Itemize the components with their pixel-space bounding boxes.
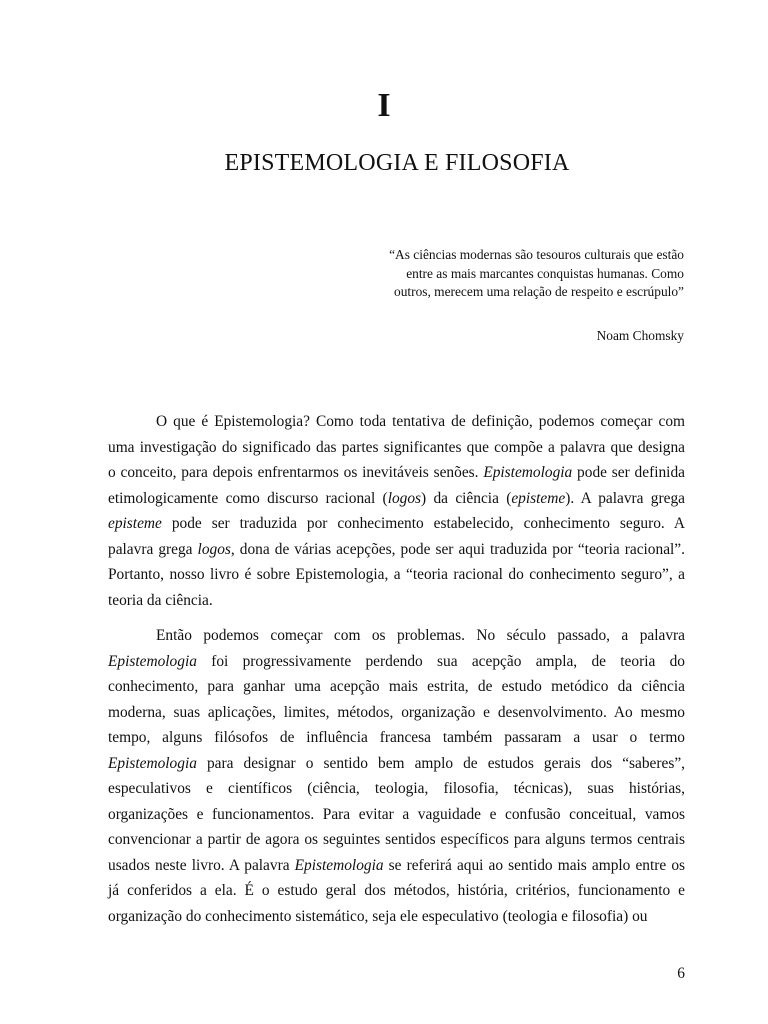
text-segment: etimologicamente como discurso racional (: [108, 489, 388, 507]
italic-term: Epistemologia: [483, 464, 573, 481]
text-segment: especulativos e científicos (ciência, teologia, filosofia, técnicas), suas histórias,: [108, 780, 685, 797]
text-line: [108, 904, 685, 930]
text-segment: foi progressivamente perdendo sua acepção ampla, de teoria do: [196, 652, 685, 670]
text-segment: convencionar a partir de agora os seguintes sentidos específicos para alguns termos centrais: [108, 831, 685, 848]
epigraph-quote: [340, 246, 684, 302]
text-line: [108, 725, 685, 751]
text-line: [108, 776, 685, 802]
text-segment: usados neste livro. A palavra: [108, 856, 295, 874]
text-line: [108, 853, 685, 879]
text-segment: pode ser definida: [572, 464, 685, 481]
italic-term: episteme: [511, 489, 566, 507]
epigraph-author: Noam Chomsky: [596, 328, 684, 343]
text-segment: tempo, alguns filósofos de influência francesa também passaram a usar o termo: [108, 729, 685, 746]
text-segment: para designar o sentido bem amplo de estudos gerais dos “saberes”,: [196, 754, 685, 772]
text-segment: Então podemos começar com os problemas. No século passado, a palavra: [156, 627, 685, 644]
text-line: [108, 435, 685, 461]
text-segment: conhecimento, para ganhar uma acepção mais estrita, de estudo metódico da ciência: [108, 678, 685, 695]
text-segment: já conferidos a ela. É o estudo geral dos métodos, história, critérios, funcionamento e: [108, 882, 685, 899]
text-segment: palavra grega: [108, 540, 198, 558]
chapter-number: I: [377, 87, 391, 124]
text-line: [108, 751, 685, 777]
text-segment: O que é Epistemologia? Como toda tentativa de definição, podemos começar com: [156, 413, 685, 430]
text-line: [108, 802, 685, 828]
text-line: [108, 562, 685, 588]
chapter-title: EPISTEMOLOGIA E FILOSOFIA: [224, 150, 570, 176]
text-segment: ) da ciência (: [421, 489, 512, 507]
text-segment: moderna, suas aplicações, limites, métodos, organização e desenvolvimento. Ao mesmo: [108, 703, 685, 721]
text-line: [108, 537, 685, 563]
text-line: [108, 460, 685, 486]
text-line: [108, 588, 685, 614]
text-line: [108, 409, 685, 435]
italic-term: Epistemologia: [108, 754, 197, 772]
text-line: [108, 827, 685, 853]
text-line: [108, 649, 685, 675]
text-segment: organização do conhecimento sistemático, seja ele especulativo (teologia e filosofia) ou: [108, 907, 648, 925]
text-line: [108, 486, 685, 512]
text-segment: ). A palavra grega: [565, 489, 685, 507]
epigraph-line: “As ciências modernas são tesouros culturais que estão: [389, 247, 684, 262]
text-segment: se referirá aqui ao sentido mais amplo entre os: [383, 856, 686, 874]
text-line: [108, 511, 685, 537]
text-line: [108, 700, 685, 726]
page-number: 6: [677, 965, 685, 982]
text-segment: teoria da ciência.: [108, 591, 213, 609]
text-line: [108, 878, 685, 904]
epigraph-line: entre as mais marcantes conquistas humanas. Como: [406, 265, 684, 281]
text-line: [108, 623, 685, 649]
body-text: [108, 409, 685, 929]
italic-term: Epistemologia: [108, 652, 197, 670]
paragraph: [108, 409, 685, 613]
text-segment: organizações e funcionamentos. Para evitar a vaguidade e confusão conceitual, vamos: [108, 805, 685, 823]
text-line: [108, 674, 685, 700]
italic-term: logos: [197, 540, 231, 558]
text-segment: Portanto, nosso livro é sobre Epistemologia, a “teoria racional do conhecimento seguro”, a: [108, 566, 685, 583]
text-segment: o conceito, para depois enfrentarmos os inevitáveis senões.: [108, 464, 484, 481]
italic-term: episteme: [108, 515, 162, 532]
text-segment: uma investigação do significado das partes significantes que compõe a palavra que designa: [108, 438, 685, 456]
paragraph: [108, 623, 685, 929]
epigraph-line: outros, merecem uma relação de respeito e escrúpulo”: [394, 284, 684, 299]
italic-term: logos: [387, 489, 422, 507]
text-segment: , dona de várias acepções, pode ser aqui traduzida por “teoria racional”.: [230, 540, 685, 558]
italic-term: Epistemologia: [294, 856, 384, 874]
text-segment: pode ser traduzida por conhecimento estabelecido, conhecimento seguro. A: [161, 515, 685, 532]
